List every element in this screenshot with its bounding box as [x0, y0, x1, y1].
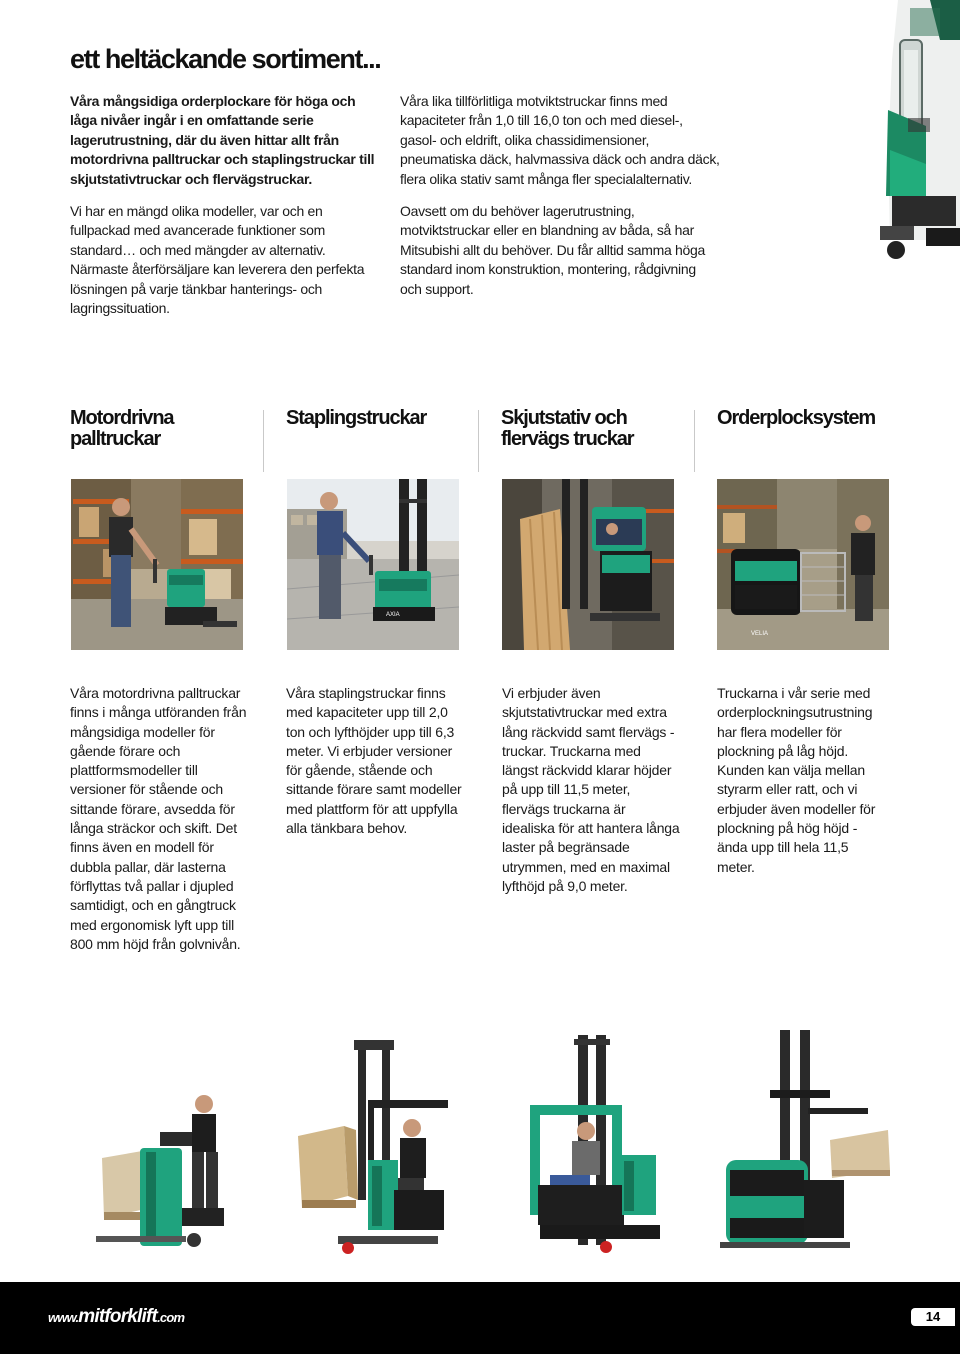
stacker-cutout: [298, 1040, 448, 1255]
page-footer: [0, 1282, 960, 1354]
intro-lead-paragraph: Våra mångsidiga orderplockare för höga och låga nivåer ingår i en omfattande serie lagerutrustning, där du även hittar allt från motordrivna palltruckar och staplingstruckar till skjutstativtruckar och flervägstruckar.: [70, 93, 375, 187]
url-domain: mitforklift: [78, 1306, 158, 1327]
reach-truck-photo: [502, 479, 674, 650]
intro-column-2: [400, 92, 720, 312]
intro-paragraph-counterbalance: Våra lika tillförlitliga motviktstruckar finns med kapaciteter från 1,0 till 16,0 ton och med diesel-, gasol- och eldrift, olika chassidimensioner, pneumatiska däck, halvmassiva däck och andra däck, flera olika stativ samt många fler specialalternativ.: [400, 93, 720, 187]
website-link[interactable]: [48, 1306, 184, 1328]
url-prefix: www.: [48, 1310, 79, 1325]
order-picker-photo: [717, 479, 889, 650]
category-title-reach-trucks: Skjutstativ och flervägs truckar: [501, 407, 634, 450]
delivery-truck-photo: [870, 0, 960, 262]
order-picker-cutout: [720, 1030, 895, 1255]
url-suffix: .com: [157, 1310, 185, 1325]
picker-badge: VELIA: [751, 631, 769, 637]
pallet-truck-warehouse-photo: [71, 479, 243, 650]
intro-body-paragraph: Vi har en mängd olika modeller, var och en fullpackad med avancerade funktioner som standard… och med mängder av alternativ. Närmaste återförsäljare kan leverera den perfekta lösningen på varje tänkbar hanterings- och lagringssituation.: [70, 203, 365, 317]
pallet-truck-cutout: [96, 1090, 226, 1255]
category-text-stackers: Våra staplingstruckar finns med kapaciteter upp till 2,0 ton och lyfthöjder upp till 6,3 meter. Vi erbjuder versioner för gående, stående och sittande förare samt modeller med plattform för att uppfylla alla tänkbara behov.: [286, 685, 462, 837]
column-divider-1: [263, 410, 264, 472]
reach-truck-cutout: [520, 1035, 665, 1255]
category-text-order-pickers: Truckarna i vår serie med orderplockningsutrustning har flera modeller för plockning på låg höjd. Kunden kan välja mellan styrarm eller ratt, och vi erbjuder även modeller för plockning på hög höjd - ända upp till hela 11,5 meter.: [717, 685, 876, 875]
page-number: 14: [911, 1308, 955, 1326]
page-headline: ett heltäckande sortiment...: [70, 44, 381, 74]
category-title-stackers: Staplingstruckar: [286, 407, 427, 429]
intro-column-1: [70, 92, 382, 331]
stacker-truck-photo: [287, 479, 459, 650]
stacker-badge: AXIA: [386, 612, 400, 618]
category-title-order-pickers: Orderplocksystem: [717, 407, 876, 429]
category-title-pallet-trucks: Motordrivna palltruckar: [70, 407, 174, 450]
category-text-pallet-trucks: Våra motordrivna palltruckar finns i många utföranden från mångsidiga modeller för gående förare och plattformsmodeller till versioner för stående och sittande förare, avsedda för långa sträckor och skift. Det finns även en modell för dubbla pallar, där lasterna förflyttas två pallar i djupled samtidigt, och en gångtruck med ergonomisk lyft upp till 800 mm höjd från golvnivån.: [70, 685, 247, 952]
category-text-reach-trucks: Vi erbjuder även skjutstativtruckar med extra lång räckvidd samt flervägs - truckar. Truckarna med längst räckvidd klarar höjder på upp till 11,5 meter, flervägs truckarna är idealiska för att hantera långa laster på begränsade utrymmen, med en maximal lyfthöjd på 9,0 meter.: [502, 685, 680, 894]
intro-paragraph-mitsubishi: Oavsett om du behöver lagerutrustning, motviktstruckar eller en blandning av båda, så har Mitsubishi allt du behöver. Du får alltid samma höga standard inom konstruktion, montering, rådgivning och support.: [400, 203, 706, 297]
column-divider-3: [694, 410, 695, 472]
